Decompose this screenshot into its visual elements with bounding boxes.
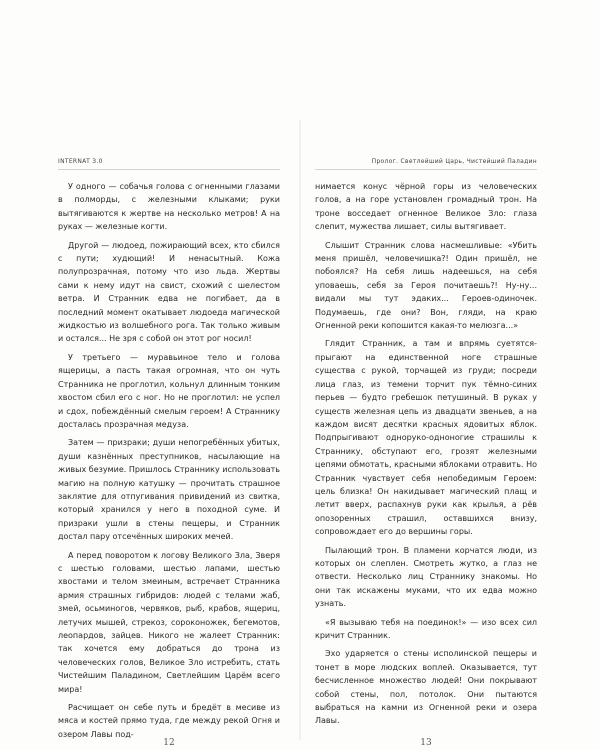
book-gutter <box>299 120 301 740</box>
left-page-number: 12 <box>163 738 175 748</box>
right-page-text <box>315 180 537 728</box>
paragraph: У одного — собачья голова с огненными глазами в полморды, с железными клыками; руки вытягиваются к жертве на несколько метров! А на руках — железные когти. <box>58 182 280 232</box>
paragraph: Другой — людоед, пожирающий всех, кто сбился с пути; худющий! И ненасытный. Кожа полупрозрачная, потому что изо льда. Жертвы сами к нему идут на свист, схожий с шелестом ветра. И Странник едва не погибает, да в последний момент окатывает людоеда магической жидкостью из волшебного рога. Так только живым и остался... Не зря с собой он этот рог носил! <box>58 240 280 344</box>
paragraph: Пылающий трон. В пламени корчатся люди, из которых он слеплен. Смотреть жутко, а глаз не отвести. Несколько лиц Страннику знакомы. Но они так искажены муками, что их едва можно узнать. <box>315 545 537 609</box>
paragraph: Расчищает он себе путь и бредёт в месиве из мяса и костей прямо туда, где между рекой Огня и озером Лавы под- <box>58 703 280 739</box>
right-page <box>315 158 537 748</box>
paragraph: «Я вызываю тебя на поединок!» — изо всех сил кричит Странник. <box>315 617 537 640</box>
paragraph: нимается конус чёрной горы из человеческих голов, а на горе установлен громадный трон. На троне восседает огненное Великое Зло: глаза слепит, мужества лишает, силы вытягивает. <box>315 182 537 232</box>
right-running-head: Пролог. Светлейший Царь, Чистейший Паладин <box>315 158 537 170</box>
paragraph: Глядит Странник, а там и впрямь суетятся-прыгают на единственной ноге страшные существа с рукой, торчащей из груди; посреди лица глаз, из темени торчит пук тёмно-синих перьев — будто гребешок петушиный. В руках у существ железная цепь из двадцати звеньев, а на каждом висят десятки красных ядовитых яблок. Подпрыгивают одноруко-одноногие страшилы к Страннику, обступают его, грозят железными цепями обмотать, красными яблоками отравить. Но Странник чувствует себя непобедимым Героем: цель близка! Он накидывает магический плащ и летит вверх, распахнув руки как крылья, а рёв опозоренных страшил, оставшихся внизу, сопровождает его до вершины горы. <box>315 339 537 537</box>
paragraph: А перед поворотом к логову Великого Зла, Зверя с шестью головами, шестью лапами, шестью хвостами и телом змеиным, встречает Странника армия страшных гибридов: людей с телами жаб, змей, осьминогов, червяков, рыб, крабов, ящериц, летучих мышей, стрекоз, сороконожек, бегемотов, леопардов, зайцев. Никого не жалеет Странник: так хочется ему добраться до трона из человеческих голов, Великое Зло истребить, стать Чистейшим Паладином, Светлейшим Царём всего мира! <box>58 550 280 694</box>
paragraph: Слышит Странник слова насмешливые: «Убить меня пришёл, человечишка?! Один пришёл, не побоялся? На себя лишь надеешься, на себя уповаешь, себя за Героя почитаешь?! Ну-ну... видали мы тут эдаких... Героев-одиночек. Подумаешь, где они? Вон, гляди, на краю Огненной реки копошится какая-то мелюзга...» <box>315 240 537 331</box>
left-page <box>58 158 280 748</box>
right-page-number: 13 <box>420 738 432 748</box>
left-page-text <box>58 180 280 741</box>
paragraph: Затем — призраки; души непогребённых убитых, души казнённых преступников, насылающие на живых безумие. Пришлось Страннику использовать магию на полную катушку — прочитать страшное заклятие для отпугивания привидений из свитка, который хранился у него в походной суме. И призраки ушли в стены пещеры, и Странник достал пару отсечённых широких мечей. <box>58 438 280 542</box>
left-running-head: INTERNAT 3.0 <box>58 158 280 170</box>
paragraph: У третьего — муравьиное тело и голова ящерицы, а пасть такая огромная, что он чуть Странника не проглотил, кольнул длинным тонким хвостом сбил его с ног. Но не проглотил: не успел и сдох, побеждённый смелым героем! А Страннику досталась прозрачная медуза. <box>58 352 280 429</box>
paragraph: Эхо ударяется о стены исполинской пещеры и тонет в море людских воплей. Оказывается, тут бесчисленное множество людей! Они покрывают собой стены, пол, потолок. Они пытаются выбраться на камни из Огненной реки и озера Лавы. <box>315 649 537 726</box>
